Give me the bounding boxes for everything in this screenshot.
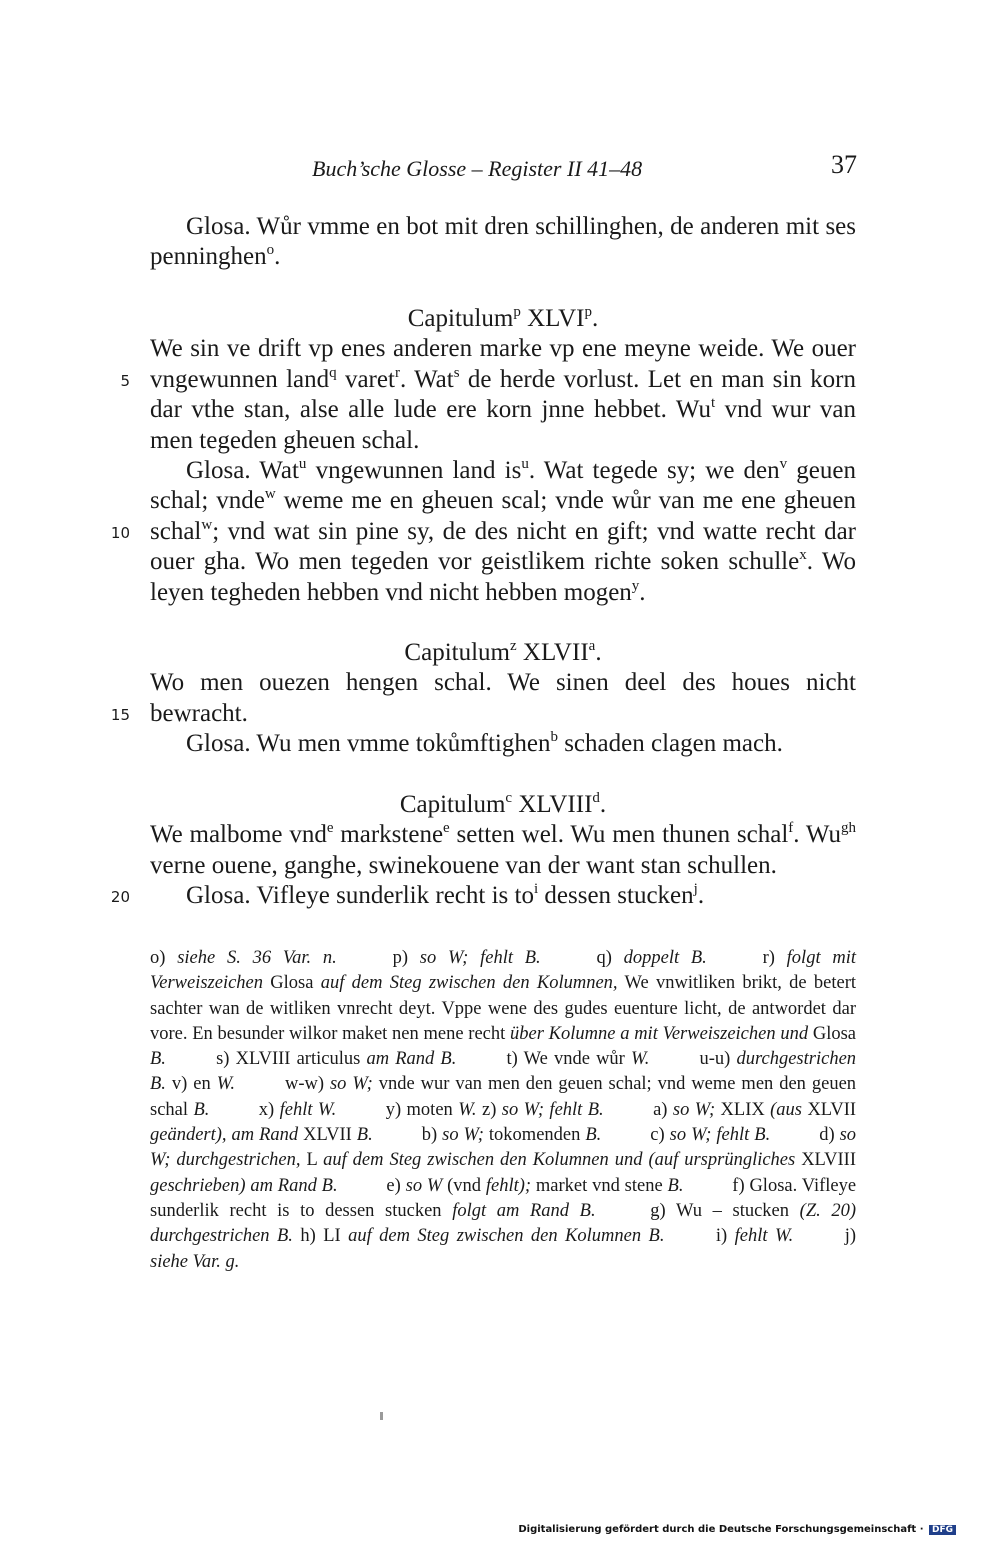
chapter-46-gloss: Glosa. Wat$^u$ vngewunnen land $is^u$. Wat tegede sy; we den$^v$ geuen schal; vnde$^w$ weme me en gheuen scal; vnde wůr van me ene gheuen schal$^w$; vnd wat sin pine sy, de des nicht en gift; vnd watte recht dar ouer gha. Wo men tegeden vor geistlikem richte soken schulle$^x$. Wo leyen tegheden hebben vnd nicht hebben mogen$^y$. <box>150 456 856 606</box>
note-a: a) so W; XLIX (aus XLVII geändert), am Rand XLVII B. <box>150 1099 857 1146</box>
note-y: y) moten W. <box>385 1099 477 1120</box>
note-f: f) Glosa. Vifleye sunderlik recht is to dessen stucken folgt am Rand B. <box>150 1175 857 1221</box>
note-t: t) We vnde wůr W. <box>506 1049 650 1070</box>
intro-gloss-block <box>150 212 856 273</box>
chapter-46-block <box>150 304 856 608</box>
note-s: s) XLVIII articulus am Rand B. <box>216 1049 457 1070</box>
chapter-48-heading: Capitulum$^c$ XLVIII$^d$. <box>399 790 607 818</box>
line-number-5: 5 <box>120 372 130 390</box>
funding-notice <box>518 1524 956 1535</box>
running-head-title: Buch’sche Glosse – Register II 41–48 <box>312 156 643 181</box>
note-q: q) doppelt B. <box>596 948 707 968</box>
chapter-48-block <box>150 790 856 912</box>
critical-apparatus <box>150 946 856 1275</box>
note-i: i) fehlt W. <box>715 1226 794 1247</box>
note-h: h) LI auf dem Steg zwischen den Kolumnen B. <box>300 1226 665 1247</box>
line-number-10: 10 <box>110 524 130 542</box>
apparatus-text <box>150 946 856 1275</box>
chapter-48-text: We malbome vnd$^e$ markstene$^e$ setten wel. Wu men thunen schal$^f$. $Wu^{gh}$ verne ouene, ganghe, swinekouene van der want stan schullen. <box>150 820 856 879</box>
note-r: r) folgt mit Verweiszeichen Glosa auf dem Steg zwischen den Kolumnen, We vnwitliken brikt, de betert sachter wan de witliken vnrecht deyt. Vppe wene des gudes euenture licht, de antwordet dar vore. En besunder wilkor maket nen mene recht über Kolumne a mit Verweiszeichen und Glosa B. <box>150 948 857 1070</box>
note-g: g) Wu – stucken (Z. 20) durchgestrichen B. <box>150 1200 857 1247</box>
chapter-47-block <box>150 638 856 760</box>
chapter-47-gloss: Glosa. Wu men vmme tokůmftighen$^b$ schaden clagen mach. <box>186 729 783 758</box>
chapter-46-text: We sin ve drift vp enes anderen marke vp ene meyne weide. We ouer vngewunnen land$^q$ varet$^r$. Wat$^s$ de herde vorlust. Let en man sin korn dar vthe stan, alse alle lude ere korn jnne hebbet. Wu$^t$ vnd wur van men tegeden gheuen schal. <box>150 335 857 454</box>
scan-mark <box>380 1412 383 1420</box>
note-c: c) so W; fehlt B. <box>650 1125 771 1146</box>
chapter-47-text: Wo men ouezen hengen schal. We sinen deel des houes nicht bewracht. <box>150 669 856 727</box>
line-number-15: 15 <box>110 706 130 724</box>
chapter-48-gloss: Glosa. Vifleye sunderlik recht is $to^i$ dessen stucken$^j$. <box>186 881 705 910</box>
note-o: o) siehe S. 36 Var. n. <box>150 948 337 968</box>
chapter-47-heading: Capitulum$^z$ XLVII$^a$. <box>404 638 602 666</box>
note-j: j) siehe Var. g. <box>150 1226 857 1272</box>
line-number-20: 20 <box>110 888 130 906</box>
variant-siglum: o <box>266 242 275 259</box>
running-head <box>312 150 857 184</box>
page-number: 37 <box>831 150 857 179</box>
note-b: b) so W; tokomenden B. <box>421 1125 602 1146</box>
dfg-logo: DFG <box>929 1525 956 1535</box>
funding-text: Digitalisierung gefördert durch die Deutsche Forschungsgemeinschaft · <box>518 1524 924 1535</box>
note-w-w: w-w) so W; vnde wur van men den geuen schal; vnd weme men den geuen schal B. <box>150 1074 857 1120</box>
note-v: v) en W. <box>171 1074 236 1095</box>
note-z: z) so W; fehlt B. <box>481 1099 604 1120</box>
note-e: e) so W (vnd fehlt); market vnd stene B. <box>386 1175 684 1196</box>
note-u-u: u-u) durchgestrichen B. <box>150 1049 857 1095</box>
note-d: d) so W; durchgestrichen, L auf dem Steg zwischen den Kolumnen und (auf ursprüngliches XLVIII geschrieben) am Rand B. <box>150 1125 857 1196</box>
note-x: x) fehlt W. <box>258 1099 337 1120</box>
intro-gloss-paragraph: Glosa. Wůr vmme en bot mit dren schillinghen, de anderen mit ses penninghen$^o$. <box>150 213 856 271</box>
note-p: p) so W; fehlt B. <box>392 948 541 968</box>
chapter-46-heading: Capitulum$^p$ XLVI$^p$. <box>407 304 599 332</box>
